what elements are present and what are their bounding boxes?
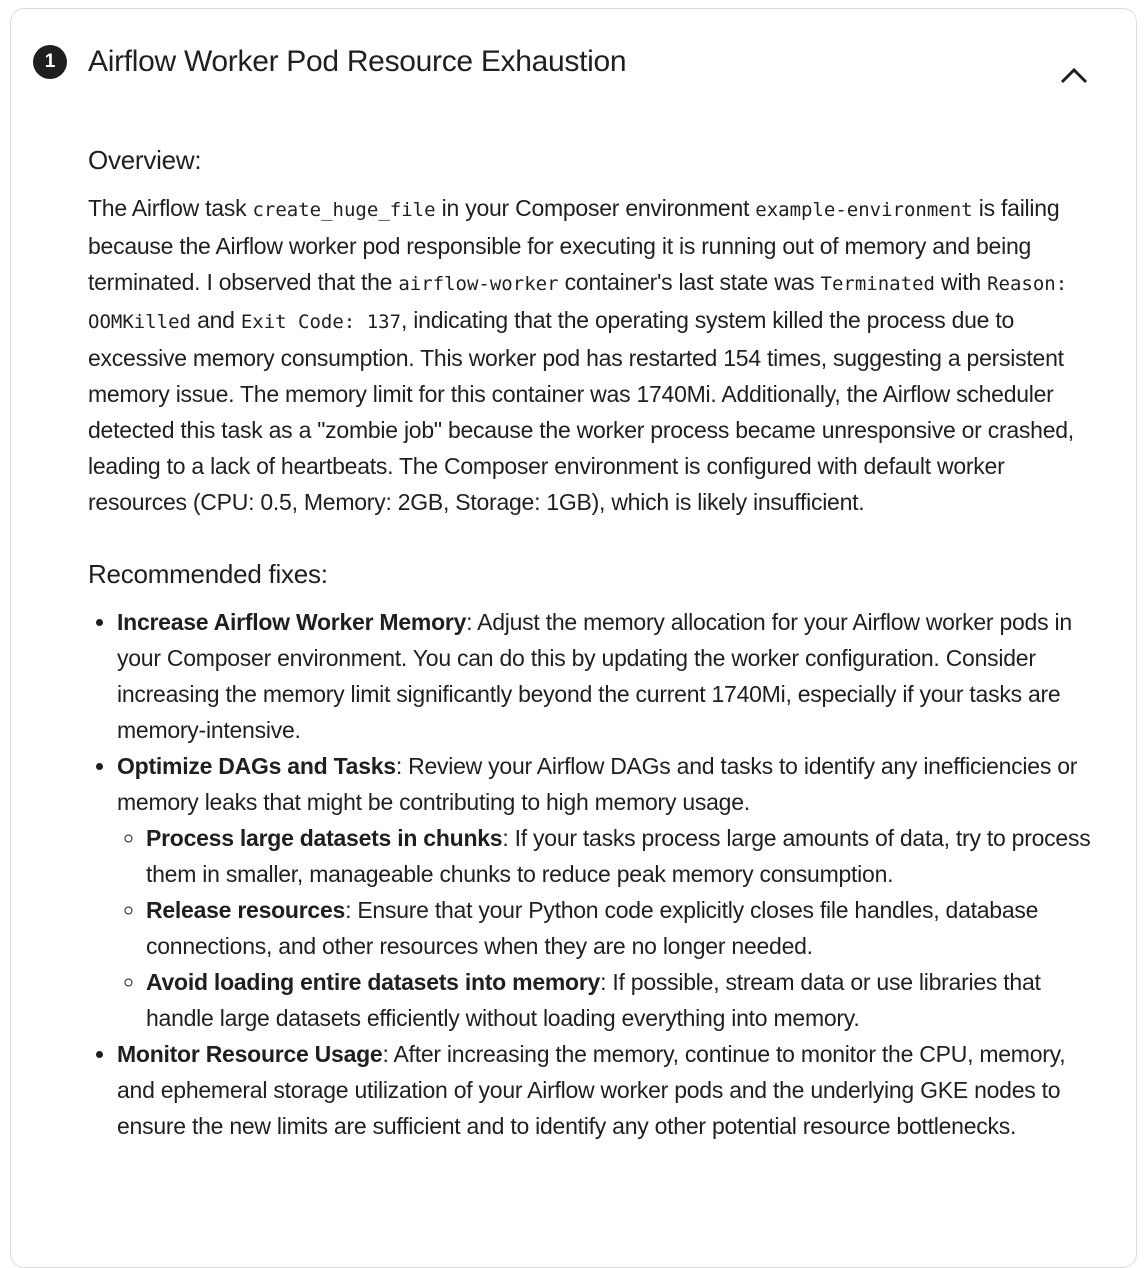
overview-segment: with: [934, 269, 988, 295]
fix-title: Monitor Resource Usage: [117, 1041, 383, 1067]
fix-title: Process large datasets in chunks: [146, 825, 503, 851]
code-environment: example-environment: [755, 199, 973, 221]
overview-heading: Overview:: [88, 145, 202, 175]
fix-text: : Adjust the memory allocation for your Airflow worker pods in your Composer environment. You can do this by updating the worker configuration. Consider increasing the memory limit significantly beyond the current 1740Mi, especially if your tasks are memory-intensive.: [117, 609, 1072, 743]
issue-title: Airflow Worker Pod Resource Exhaustion: [88, 45, 627, 78]
fix-title: Optimize DAGs and Tasks: [117, 753, 396, 779]
fix-title: Avoid loading entire datasets into memory: [146, 969, 601, 995]
fix-subitem: [146, 892, 1098, 964]
code-state: Terminated: [820, 273, 935, 295]
fix-title: Increase Airflow Worker Memory: [117, 609, 467, 635]
overview-segment: The Airflow task: [88, 195, 253, 221]
issue-number-badge: 1: [33, 45, 67, 79]
chevron-up-icon[interactable]: [1050, 60, 1098, 90]
fix-text: : If your tasks process large amounts of data, try to process them in smaller, manageable chunks to reduce peak memory consumption.: [146, 825, 1091, 887]
fixes-list: [88, 604, 1098, 1144]
fix-item: [117, 748, 1098, 1036]
code-exit: Exit Code: 137: [240, 311, 402, 333]
fix-item: [117, 604, 1098, 748]
fix-text: : Review your Airflow DAGs and tasks to identify any inefficiencies or memory leaks that might be contributing to high memory usage.: [117, 753, 1078, 815]
overview-segment: container's last state was: [558, 269, 821, 295]
issue-header[interactable]: [33, 45, 626, 79]
fix-title: Release resources: [146, 897, 346, 923]
fix-subitem: [146, 964, 1098, 1036]
overview-segment: and: [190, 307, 241, 333]
fix-text: : Ensure that your Python code explicitly closes file handles, database connections, and other resources when they are no longer needed.: [146, 897, 1039, 959]
fix-subitem: [146, 820, 1098, 892]
overview-segment: , indicating that the operating system killed the process due to excessive memory consumption. This worker pod has restarted 154 times, suggesting a persistent memory issue. The memory limit for this container was 1740Mi. Additionally, the Airflow scheduler detected this task as a "zombie job" because the worker process became unresponsive or crashed, leading to a lack of heartbeats. The Composer environment is configured with default worker resources (CPU: 0.5, Memory: 2GB, Storage: 1GB), which is likely insufficient.: [88, 307, 1074, 515]
code-reason: Reason: OOMKilled: [88, 273, 1068, 333]
fixes-heading: Recommended fixes:: [88, 559, 328, 589]
issue-body: [88, 138, 1098, 1144]
code-task: create_huge_file: [252, 199, 436, 221]
overview-text: [88, 190, 1098, 520]
code-container: airflow-worker: [398, 273, 559, 295]
fix-text: : After increasing the memory, continue to monitor the CPU, memory, and ephemeral storage utilization of your Airflow worker pods and the underlying GKE nodes to ensure the new limits are sufficient and to identify any other potential resource bottlenecks.: [117, 1041, 1066, 1139]
overview-segment: is failing because the Airflow worker pod responsible for executing it is running out of memory and being terminated. I observed that the: [88, 195, 1060, 295]
overview-segment: in your Composer environment: [435, 195, 756, 221]
fix-sublist: [117, 820, 1098, 1036]
fix-text: : If possible, stream data or use libraries that handle large datasets efficiently without loading everything into memory.: [146, 969, 1041, 1031]
fix-item: [117, 1036, 1098, 1144]
